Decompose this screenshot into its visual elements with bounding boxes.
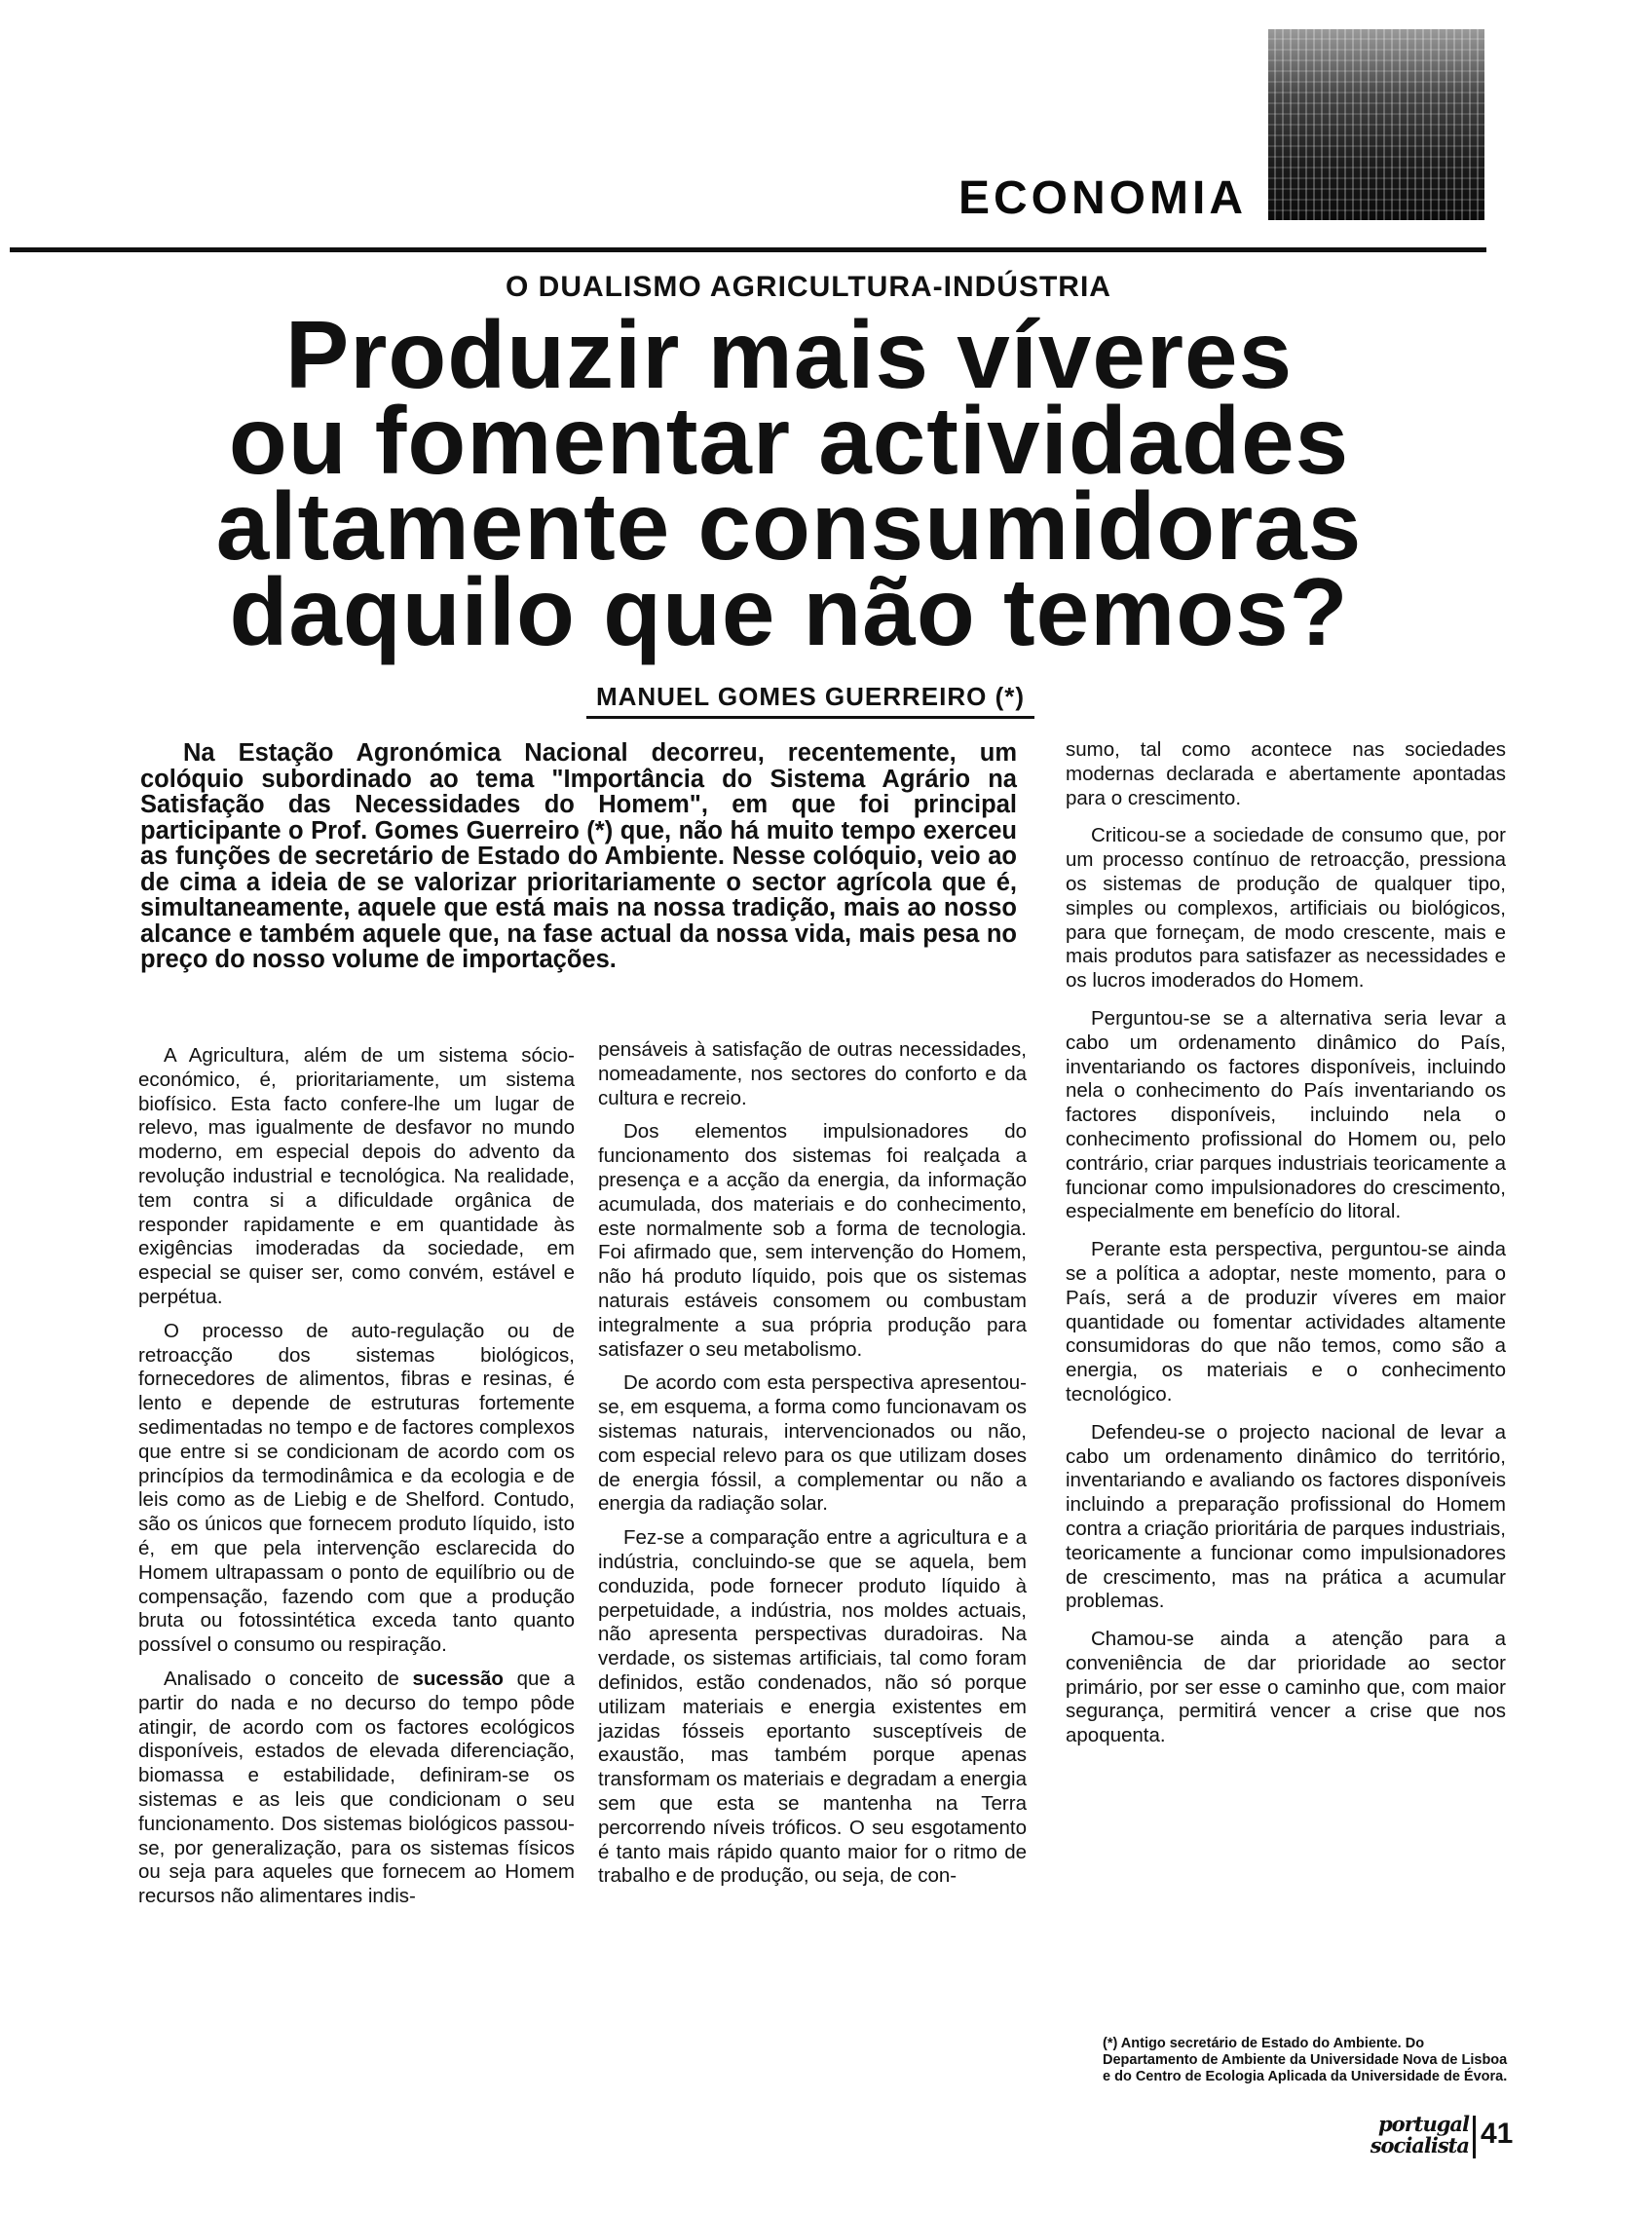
paragraph-text: Analisado o conceito de bbox=[164, 1667, 413, 1690]
paragraph-text: que a partir do nada e no decurso do tempo pôde atingir, de acordo com os factores ecológicos disponíveis, estados de elevada diferenciação, biomassa e estabilidade, definiram-se os sistemas e as leis que condicionam o seu funcionamento. Dos sistemas biológicos passou-se, por generalização, para os sistemas físicos ou seja para aqueles que fornecem ao Homem recursos não alimentares indis- bbox=[138, 1667, 575, 1908]
paragraph: O processo de auto-regulação ou de retroacção dos sistemas biológicos, fornecedores de alimentos, fibras e resinas, é lento e depende de estruturas fortemente sedimentadas no tempo e de factores complexos que entre si se condicionam de acordo com os princípios da termodinâmica e da ecologia e de leis como as de Liebig e de Shelford. Contudo, são os únicos que fornecem produto líquido, isto é, em que pela intervenção esclarecida do Homem ultrapassam o ponto de equilíbrio ou de compensação, fazendo com que a produção bruta ou fotossintética exceda tanto quanto possível o consumo ou respiração. bbox=[138, 1319, 575, 1657]
paragraph: Perante esta perspectiva, perguntou-se ainda se a política a adoptar, neste momento, para o País, será a de produzir víveres em maior quantidade ou fomentar actividades altamente consumidoras do que não temos, como são a energia, os materiais e o conhecimento tecnológico. bbox=[1066, 1238, 1506, 1406]
paragraph bbox=[138, 1668, 575, 1909]
paragraph: Dos elementos impulsionadores do funcionamento dos sistemas foi realçada a presença e a acção da energia, da informação acumulada, dos materiais e do conhecimento, este normalmente sob a forma de tecnologia. Foi afirmado que, sem intervenção do Homem, não há produto líquido, pois que os sistemas naturais estáveis consomem ou combustam integralmente a sua própria produção para satisfazer o seu metabolismo. bbox=[598, 1120, 1027, 1361]
lead-paragraph: Na Estação Agronómica Nacional decorreu, recentemente, um colóquio subordinado ao tema "Importância do Sistema Agrário na Satisfação das Necessidades do Homem", em que foi principal participante o Prof. Gomes Guerreiro (*) que, não há muito tempo exerceu as funções de secretário de Estado do Ambiente. Nesse colóquio, veio ao de cima a ideia de se valorizar prioritariamente o sector agrícola que é, simultaneamente, aquele que está mais na nossa tradição, mais ao nosso alcance e também aquele que, na fase actual da nossa vida, mais pesa no preço do nosso volume de importações. bbox=[140, 739, 1017, 973]
paragraph: Chamou-se ainda a atenção para a conveniência de dar prioridade ao sector primário, por ser esse o caminho que, com maior segurança, permitirá vencer a crise que nos apoquenta. bbox=[1066, 1628, 1506, 1747]
paragraph: De acordo com esta perspectiva apresentou-se, em esquema, a forma como funcionavam os sistemas naturais, intervencionados ou não, com especial relevo para os que utilizam doses de energia fóssil, a complementar ou não a energia da radiação solar. bbox=[598, 1371, 1027, 1516]
logo-line: socialista bbox=[1370, 2133, 1469, 2157]
paragraph: sumo, tal como acontece nas sociedades modernas declarada e abertamente apontadas para o crescimento. bbox=[1066, 738, 1506, 809]
body-column-1 bbox=[138, 1044, 575, 1919]
page-number: 41 bbox=[1481, 2118, 1514, 2150]
headline-line: daquilo que não temos? bbox=[229, 558, 1349, 665]
paragraph: Criticou-se a sociedade de consumo que, por um processo contínuo de retroacção, pressiona os sistemas de produção de qualquer tipo, simples ou complexos, artificiais ou biológicos, para que forneçam, de modo crescente, mais e mais produtos para satisfazer as necessidades e os lucros imoderados do Homem. bbox=[1066, 824, 1506, 993]
header-photo bbox=[1268, 29, 1484, 220]
footer-divider bbox=[1473, 2116, 1476, 2158]
headline-line: ou fomentar actividades bbox=[228, 387, 1350, 494]
paragraph: pensáveis à satisfação de outras necessidades, nomeadamente, nos sectores do conforto e da cultura e recreio. bbox=[598, 1038, 1027, 1109]
emphasis-term: sucessão bbox=[412, 1667, 504, 1690]
article-kicker: O DUALISMO AGRICULTURA-INDÚSTRIA bbox=[506, 271, 1111, 303]
headline-line: altamente consumidoras bbox=[215, 472, 1363, 580]
paragraph: A Agricultura, além de um sistema sócio-económico, é, prioritariamente, um sistema biofísico. Esta facto confere-lhe um lugar de relevo, mas igualmente de desfavor no mundo moderno, em especial depois do advento da revolução industrial e tecnológica. Na realidade, tem contra si a dificuldade orgânica de responder rapidamente e em quantidade às exigências imoderadas da sociedade, em especial se quiser ser, como convém, estável e perpétua. bbox=[138, 1044, 575, 1308]
headline-line: Produzir mais víveres bbox=[284, 301, 1294, 408]
paragraph: Perguntou-se se a alternativa seria levar a cabo um ordenamento dinâmico do País, inventariando os factores disponíveis, incluindo nela o conhecimento do País inventariando os factores disponíveis, incluindo nela o conhecimento profissional do Homem ou, pelo contrário, criar parques industriais teoricamente a funcionar como impulsionadores do crescimento, especialmente em benefício do litoral. bbox=[1066, 1006, 1506, 1223]
paragraph: Fez-se a comparação entre a agricultura e a indústria, concluindo-se que se aquela, bem conduzida, pode fornecer produto líquido à perpetuidade, a indústria, nos moldes actuais, não apresenta perspectivas duradoiras. Na verdade, os sistemas artificiais, tal como foram definidos, estão condenados, não só porque utilizam materiais e energia existentes em jazidas fósseis eportanto susceptíveis de exaustão, mas também porque apenas transformam os materiais e degradam a energia sem que esta se mantenha na Terra percorrendo níveis tróficos. O seu esgotamento é tanto mais rápido quanto maior for o ritmo de trabalho e de produção, ou seja, de con- bbox=[598, 1526, 1027, 1888]
byline: MANUEL GOMES GUERREIRO (*) bbox=[586, 682, 1034, 719]
section-label: ECONOMIA bbox=[958, 172, 1247, 224]
author-footnote: (*) Antigo secretário de Estado do Ambiente. Do Departamento de Ambiente da Universidade Nova de Lisboa e do Centro de Ecologia Aplicada da Universidade de Évora. bbox=[1103, 2036, 1508, 2084]
paragraph: Defendeu-se o projecto nacional de levar a cabo um ordenamento dinâmico do território, inventariando e avaliando os factores disponíveis incluindo a preparação profissional do Homem contra a criação prioritária de parques industriais, teoricamente a funcionar como impulsionadores de crescimento, mas na prática a acumular problemas. bbox=[1066, 1420, 1506, 1613]
article-headline bbox=[146, 301, 1432, 665]
body-column-2 bbox=[598, 1038, 1027, 1898]
logo-line: portugal bbox=[1378, 2112, 1469, 2136]
publication-logo bbox=[1364, 2114, 1469, 2158]
body-column-3 bbox=[1066, 738, 1506, 1762]
header-rule bbox=[10, 247, 1486, 252]
page-footer bbox=[1364, 2114, 1520, 2158]
